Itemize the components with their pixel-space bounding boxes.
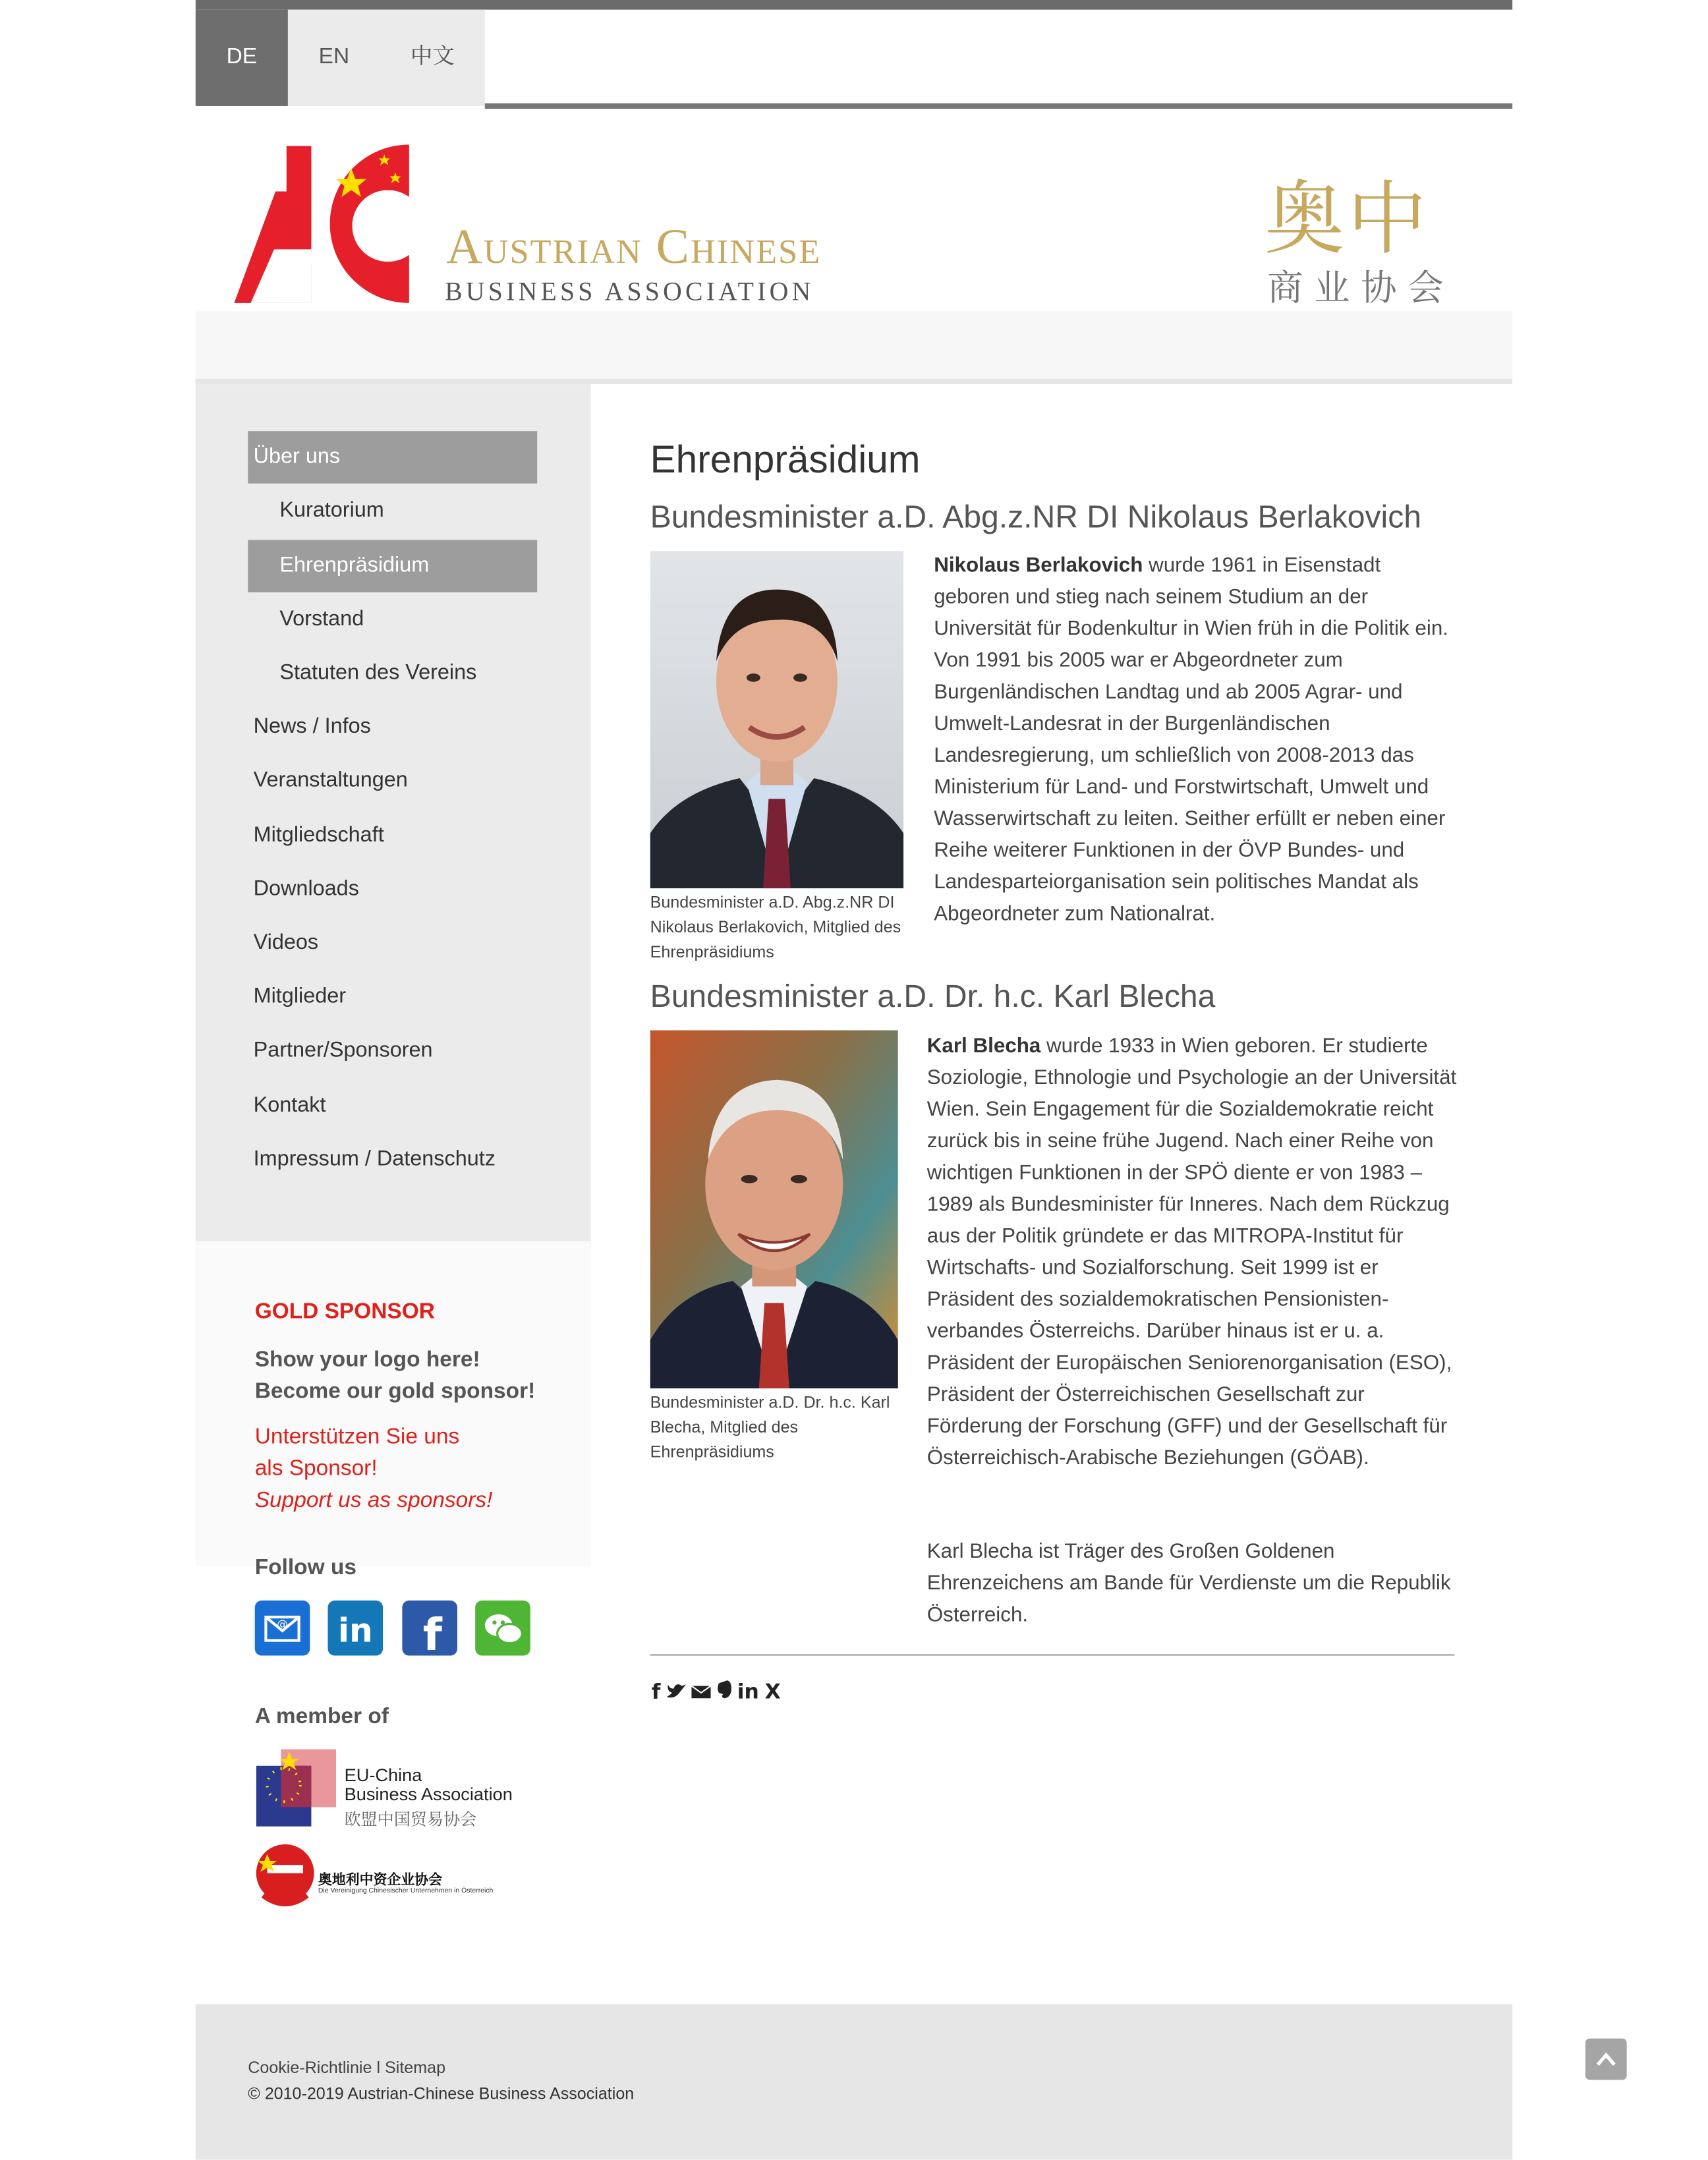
follow-us-label: Follow us xyxy=(254,1556,356,1580)
header-separator xyxy=(196,379,1512,384)
footer-link-separator: l xyxy=(372,2057,385,2078)
mail-icon[interactable] xyxy=(691,1684,710,1698)
brand-name: Austrian Chinese xyxy=(446,219,822,274)
nav-item-vorstand[interactable]: Vorstand xyxy=(279,607,364,631)
top-border xyxy=(196,0,1512,10)
person1-bio-text: wurde 1961 in Eisenstadt geboren und stieg nach seinem Studium an der Universität für Bodenkultur in Wien früh in die Politik ein. Von 1991 bis 2005 war er Abgeordneter zum Burgenländischen Landtag und ab 2005 Agrar- und Umwelt-Landesrat in der Burgenländischen Landesregierung, um schließlich von 2008-2013 das Ministerium für Land- und Forstwirtschaft, Umwelt und Wasserwirtschaft zu leiten. Seither erfüllt er neben einer Reihe weiterer Funktionen in der ÖVP Bundes- und Landesparteiorganisation sein politisches Mandat als Abgeordneter zum Nationalrat. xyxy=(934,554,1448,926)
chevron-up-icon xyxy=(1585,2039,1627,2080)
email-icon[interactable] xyxy=(255,1601,310,1656)
person2-bio-text: wurde 1933 in Wien geboren. Er studierte Soziologie, Ethnologie und Psychologie an der Universität Wien. Sein Engagement für die Sozialdemokratie reicht zurück bis in seine frühe Jugend. Nach einer Reihe von wichtigen Funktionen in der SPÖ diente er von 1983 – 1989 als Bundesminister für Inneres. Nach dem Rückzug aus der Politik gründete er das MITROPA-Institut für Wirtschafts- und Sozialforschung. Seit 1999 ist er Präsident des sozialdemokratischen Pensionisten-verbandes Österreichs. Darüber hinaus ist er u. a. Präsident der Europäischen Seniorenorganisation (ESO), Präsident der Österreichischen Gesellschaft zur Förderung der Forschung (GFF) und der Gesellschaft für Österreichisch-Arabische Beziehungen (GÖAB). xyxy=(926,1034,1457,1470)
twitter-icon[interactable] xyxy=(666,1683,685,1699)
eu-china-name xyxy=(345,1766,513,1805)
brand-chinese-title: 奥中 xyxy=(1264,172,1430,266)
nav-item-ueber-uns[interactable]: Über uns xyxy=(248,431,537,483)
eu-china-flag-icon xyxy=(256,1749,339,1829)
nav-item-news[interactable]: News / Infos xyxy=(253,714,371,739)
cn-enterprises-emblem-icon xyxy=(255,1843,316,1909)
gold-sponsor-title: GOLD SPONSOR xyxy=(254,1300,435,1324)
nav-item-statuten[interactable]: Statuten des Vereins xyxy=(279,661,477,685)
eu-china-line-2: Business Association xyxy=(344,1783,513,1805)
show-logo-line: Show your logo here! xyxy=(254,1348,480,1372)
nav-item-mitgliedschaft[interactable]: Mitgliedschaft xyxy=(253,823,384,847)
become-sponsor-line: Become our gold sponsor! xyxy=(254,1380,536,1404)
cookie-policy-link[interactable]: Cookie-Richtlinie xyxy=(248,2057,372,2078)
ac-logo-icon xyxy=(196,111,416,311)
nav-item-kontakt[interactable]: Kontakt xyxy=(253,1093,326,1118)
lang-en-button[interactable]: EN xyxy=(318,45,350,69)
gold-sponsor-text xyxy=(255,1344,536,1407)
svg-text:@: @ xyxy=(277,1617,288,1631)
content-divider xyxy=(650,1654,1455,1655)
page-title: Ehrenpräsidium xyxy=(650,438,921,481)
support-en-line[interactable]: Support us as sponsors! xyxy=(254,1489,493,1513)
xing-icon[interactable]: X xyxy=(764,1679,781,1704)
person2-bio-honor: Karl Blecha ist Träger des Großen Goldenen Ehrenzeichens am Bande für Verdienste um die Republik Österreich. xyxy=(926,1539,1451,1627)
person2-photo[interactable] xyxy=(650,1031,898,1388)
evernote-icon[interactable] xyxy=(716,1680,731,1698)
linkedin-icon[interactable]: in xyxy=(737,1679,759,1704)
eu-china-chinese-name: 欧盟中国贸易协会 xyxy=(344,1809,477,1829)
facebook-icon[interactable] xyxy=(402,1601,457,1656)
footer-links xyxy=(248,2058,445,2077)
nav-item-ehrenpraesidium[interactable]: Ehrenpräsidium xyxy=(248,540,537,592)
scroll-to-top-button[interactable] xyxy=(1585,2039,1627,2080)
person1-name: Nikolaus Berlakovich xyxy=(934,554,1143,577)
member-of-label: A member of xyxy=(254,1705,389,1729)
nav-item-mitglieder[interactable]: Mitglieder xyxy=(253,984,347,1009)
eu-china-flag-logo[interactable] xyxy=(256,1749,339,1829)
person2-bio xyxy=(927,1031,1458,1474)
nav-item-videos[interactable]: Videos xyxy=(253,931,319,955)
brand-subtitle: BUSINESS ASSOCIATION xyxy=(445,278,814,308)
person1-heading: Bundesminister a.D. Abg.z.NR DI Nikolaus Berlakovich xyxy=(650,498,1421,535)
support-de-line-2[interactable]: als Sponsor! xyxy=(254,1457,378,1481)
person1-caption: Bundesminister a.D. Abg.z.NR DI Nikolaus Berlakovich, Mitglied des Ehrenpräsidiums xyxy=(650,892,901,962)
support-links[interactable] xyxy=(255,1421,493,1516)
footer xyxy=(196,2004,1512,2159)
lang-zh-button[interactable]: 中文 xyxy=(410,45,455,69)
cn-enterprises-subtitle: Die Vereinigung Chinesischer Unternehmen in Österreich xyxy=(318,1887,494,1896)
copyright: © 2010-2019 Austrian-Chinese Business Association xyxy=(248,2084,635,2103)
person2-caption: Bundesminister a.D. Dr. h.c. Karl Blecha, Mitglied des Ehrenpräsidiums xyxy=(650,1392,890,1462)
portrait-blecha-icon xyxy=(650,1031,898,1388)
linkedin-icon[interactable] xyxy=(327,1601,383,1656)
person2-name: Karl Blecha xyxy=(926,1034,1041,1058)
cn-enterprises-logo[interactable] xyxy=(255,1843,316,1909)
wechat-icon[interactable] xyxy=(475,1601,530,1656)
sitemap-link[interactable]: Sitemap xyxy=(385,2057,446,2078)
portrait-berlakovich-icon xyxy=(650,551,904,888)
nav-item-veranstaltungen[interactable]: Veranstaltungen xyxy=(253,768,408,792)
facebook-icon[interactable]: f xyxy=(651,1679,661,1704)
nav-item-partner-sponsoren[interactable]: Partner/Sponsoren xyxy=(253,1038,433,1062)
nav-item-downloads[interactable]: Downloads xyxy=(253,877,359,901)
brand-chinese-subtitle: 商业协会 xyxy=(1267,268,1455,310)
nav-item-kuratorium[interactable]: Kuratorium xyxy=(279,498,384,523)
cn-enterprises-name: 奥地利中资企业协会 xyxy=(318,1873,442,1889)
svg-text:f: f xyxy=(422,1609,442,1656)
support-de-line-1[interactable]: Unterstützen Sie uns xyxy=(254,1425,460,1449)
person1-photo[interactable] xyxy=(650,551,904,888)
lang-de-button[interactable]: DE xyxy=(196,10,288,106)
person2-heading: Bundesminister a.D. Dr. h.c. Karl Blecha xyxy=(650,978,1216,1014)
language-bar-underline xyxy=(485,103,1512,109)
eu-china-line-1: EU-China xyxy=(344,1764,422,1786)
person1-bio xyxy=(934,550,1454,930)
share-bar xyxy=(652,1679,781,1704)
nav-item-impressum[interactable]: Impressum / Datenschutz xyxy=(253,1147,496,1171)
svg-text:in: in xyxy=(337,1610,373,1650)
